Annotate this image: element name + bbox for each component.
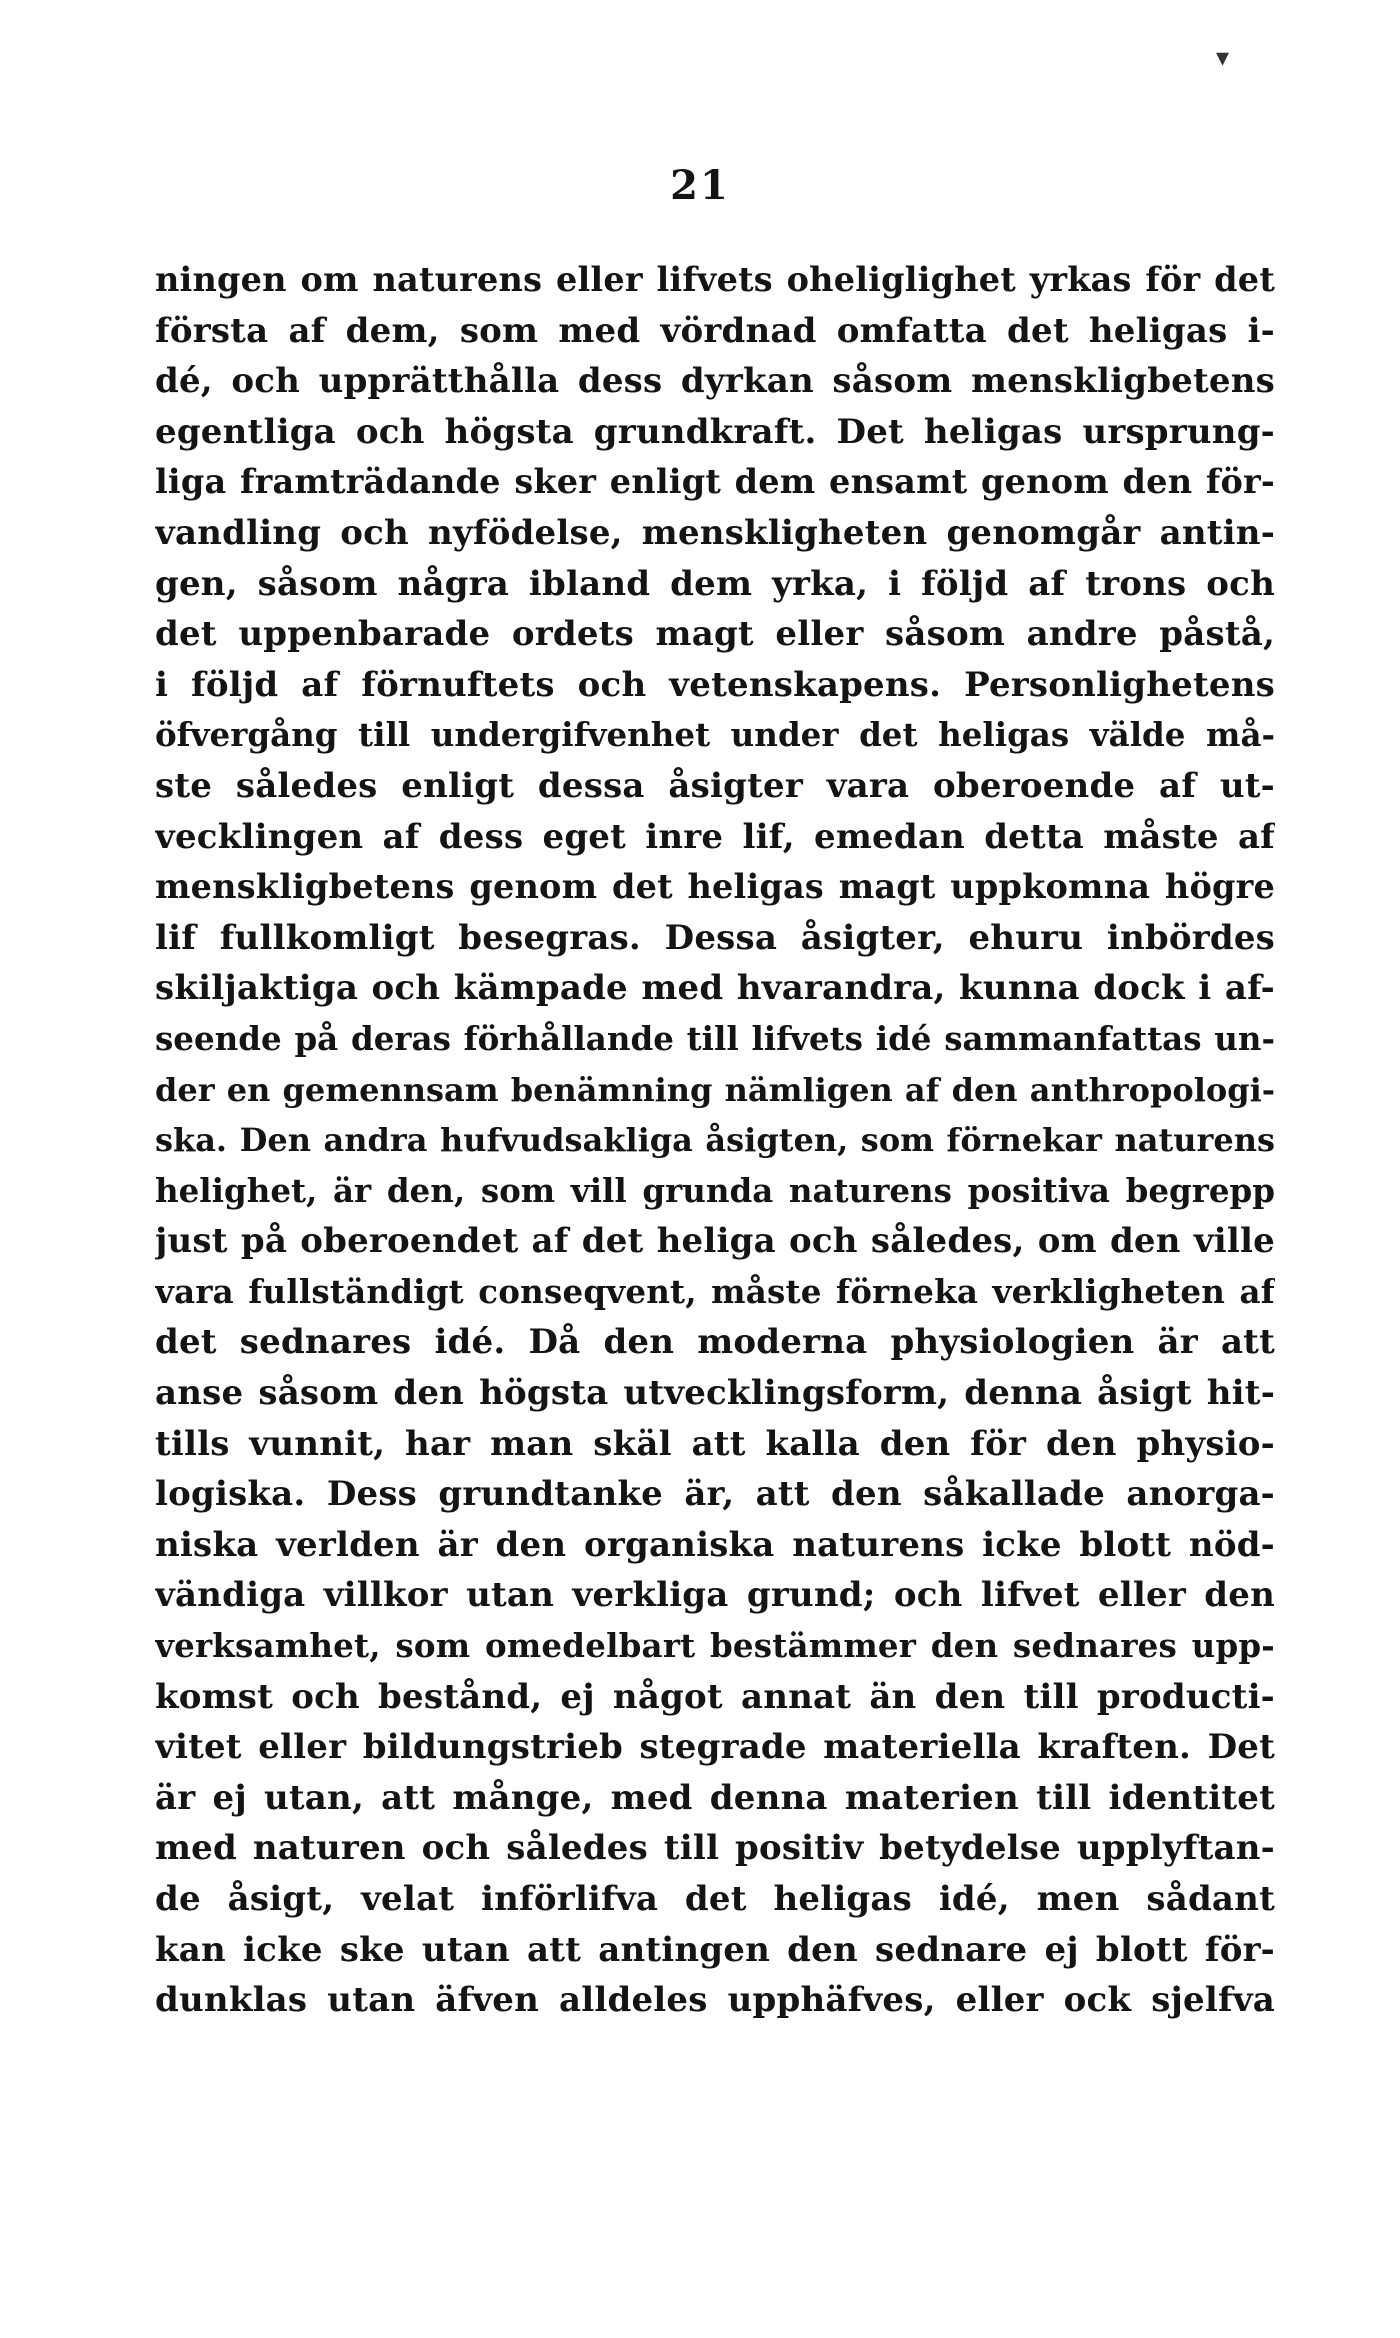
text-line: ningen om naturens eller lifvets oheliglighet yrkas för det <box>155 260 1275 299</box>
text-line: i följd af förnuftets och vetenskapens. Personlighetens <box>155 664 1275 705</box>
text-line: vandling och nyfödelse, menskligheten genomgår antin- <box>155 512 1275 553</box>
text-line: vändiga villkor utan verkliga grund; och lifvet eller den <box>155 1575 1275 1616</box>
text-line: det sednares idé. Då den moderna physiologien är att <box>155 1322 1275 1363</box>
text-line: det uppenbarade ordets magt eller såsom andre påstå, <box>155 614 1275 655</box>
text-line: dé, och upprätthålla dess dyrkan såsom menskligbetens <box>155 361 1275 402</box>
text-line: vecklingen af dess eget inre lif, emedan detta måste af <box>155 816 1275 857</box>
text-line: med naturen och således till positiv betydelse upplyftan- <box>155 1828 1275 1869</box>
text-line: dunklas utan äfven alldeles upphäfves, eller ock sjelfva <box>155 1980 1275 2021</box>
text-line: anse såsom den högsta utvecklingsform, denna åsigt hit- <box>155 1373 1275 1414</box>
text-line: vara fullständigt conseqvent, måste förneka verkligheten af <box>155 1271 1275 1311</box>
text-line: egentliga och högsta grundkraft. Det heligas ursprung- <box>155 411 1275 452</box>
text-line: är ej utan, att månge, med denna materien till identitet <box>155 1777 1275 1818</box>
text-line: komst och bestånd, ej något annat än den till producti- <box>155 1676 1275 1717</box>
text-line: ska. Den andra hufvudsakliga åsigten, som förnekar naturens <box>155 1121 1275 1160</box>
text-line: seende på deras förhållande till lifvets idé sammanfattas un- <box>155 1018 1275 1058</box>
text-line: gen, såsom några ibland dem yrka, i följd af trons och <box>155 563 1275 604</box>
text-line: menskligbetens genom det heligas magt uppkomna högre <box>155 867 1275 907</box>
text-line: första af dem, som med vördnad omfatta det heligas i- <box>155 310 1275 351</box>
body-text <box>155 255 1275 2026</box>
page-number: 21 <box>670 162 730 209</box>
text-line: logiska. Dess grundtanke är, att den såkallade anorga- <box>155 1474 1275 1515</box>
text-line: tills vunnit, har man skäl att kalla den för den physio- <box>155 1423 1275 1464</box>
text-line: liga framträdande sker enligt dem ensamt genom den för- <box>155 462 1275 502</box>
text-line: just på oberoendet af det heliga och således, om den ville <box>155 1221 1275 1262</box>
text-line: verksamhet, som omedelbart bestämmer den sednares upp- <box>155 1626 1275 1666</box>
page-speck-mark: ▾ <box>1216 43 1230 73</box>
text-line: skiljaktiga och kämpade med hvarandra, kunna dock i af- <box>155 968 1275 1009</box>
text-line: der en gemennsam benämning nämligen af den anthropologi- <box>155 1070 1275 1109</box>
text-line: de åsigt, velat införlifva det heligas idé, men sådant <box>155 1879 1275 1919</box>
text-line: öfvergång till undergifvenhet under det heligas välde må- <box>155 715 1275 755</box>
text-line: lif fullkomligt besegras. Dessa åsigter, ehuru inbördes <box>155 917 1275 958</box>
text-line: kan icke ske utan att antingen den sednare ej blott för- <box>155 1929 1275 1970</box>
text-line: niska verlden är den organiska naturens icke blott nöd- <box>155 1524 1275 1565</box>
text-line: helighet, är den, som vill grunda naturens positiva begrepp <box>155 1170 1275 1210</box>
text-line: ste således enligt dessa åsigter vara oberoende af ut- <box>155 765 1275 806</box>
text-line: vitet eller bildungstrieb stegrade materiella kraften. Det <box>155 1727 1275 1768</box>
